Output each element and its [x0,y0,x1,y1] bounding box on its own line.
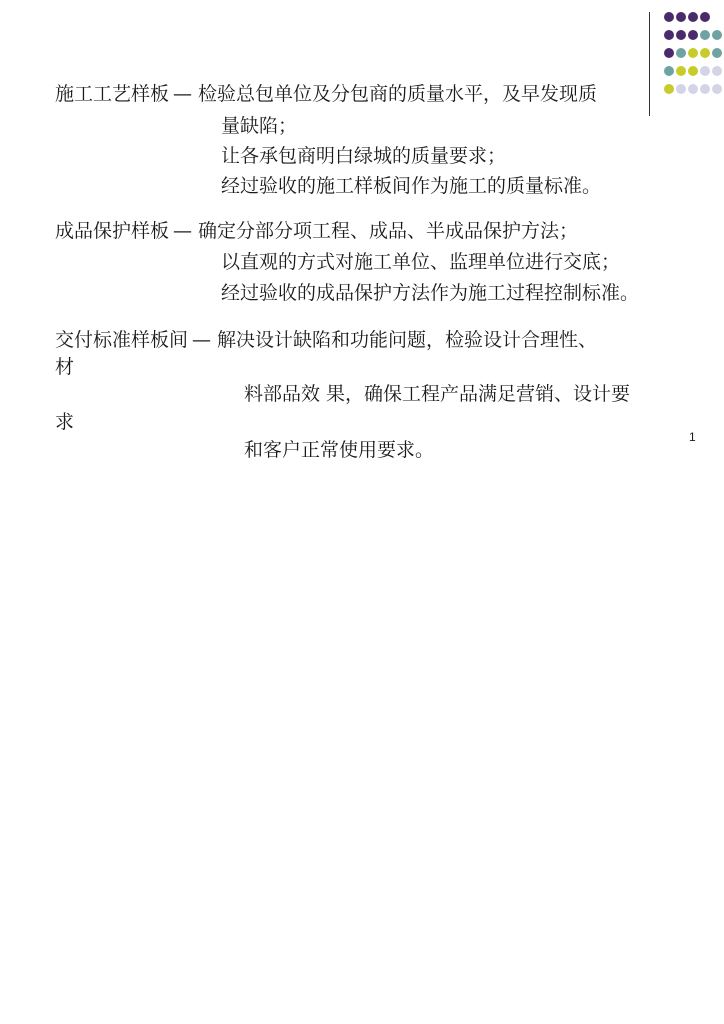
decorative-dot [700,48,710,58]
decorative-dot [676,48,686,58]
section-1-line-4: 经过验收的施工样板间作为施工的质量标准。 [221,175,602,197]
decorative-dot [676,12,686,22]
decorative-dot [712,66,722,76]
section-2-dash: — [173,220,193,242]
decorative-dot [676,66,686,76]
decorative-dot [688,84,698,94]
page-number: 1 [689,430,696,444]
section-3-line-4: 求 [55,411,75,433]
decorative-dot [676,84,686,94]
section-2-term-line [55,219,578,243]
decorative-dot [712,84,722,94]
section-1-term: 施工工艺样板 [55,83,170,105]
decorative-dot [664,66,674,76]
decorative-dot [688,12,698,22]
decorative-dot [700,12,710,22]
section-3-term-line [55,328,597,352]
decorative-dot [688,30,698,40]
section-1-line-3: 让各承包商明白绿城的质量要求； [221,145,507,167]
section-1-dash: — [173,83,193,105]
section-3-dash: — [192,329,212,351]
section-1-line-2: 量缺陷； [221,115,298,137]
decorative-dot [664,12,674,22]
section-2-line-1: 确定分部分项工程、成品、半成品保护方法； [198,220,579,242]
section-2-line-2: 以直观的方式对施工单位、监理单位进行交底； [221,251,621,273]
decorative-dot [676,30,686,40]
section-1-line-1: 检验总包单位及分包商的质量水平，及早发现质 [198,83,598,105]
section-3-line-3: 料部品效 果，确保工程产品满足营销、设计要 [244,383,631,405]
decorative-dot [700,84,710,94]
section-2-line-3: 经过验收的成品保护方法作为施工过程控制标准。 [221,282,640,304]
decorative-dot [664,30,674,40]
section-2-term: 成品保护样板 [55,220,170,242]
decorative-dot [712,30,722,40]
section-3-term: 交付标准样板间 [55,329,189,351]
section-1-term-line [55,82,597,106]
section-3-line-2: 材 [55,356,75,378]
decorative-dot [700,66,710,76]
decorative-dot [700,30,710,40]
decorative-dot [664,84,674,94]
section-3-line-5: 和客户正常使用要求。 [244,439,435,461]
decorative-dot [688,48,698,58]
section-3-line-1: 解决设计缺陷和功能问题，检验设计合理性、 [217,329,598,351]
decorative-dot [712,48,722,58]
decorative-dot [664,48,674,58]
decorative-dot-grid [660,12,724,108]
header-divider-line [649,12,650,116]
decorative-dot [688,66,698,76]
